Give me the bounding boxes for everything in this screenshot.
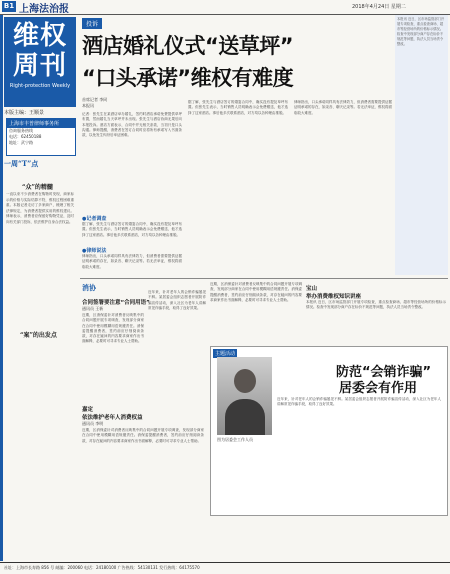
- page-number-badge: B1: [3, 2, 15, 10]
- left-subheading: “众”的精髓: [22, 184, 53, 191]
- section-divider: [80, 278, 448, 279]
- photo-caption: 图为居委会工作人员: [217, 437, 253, 442]
- left-accent-strip: [0, 15, 3, 561]
- consult-line: 咨询服务热线: [9, 128, 33, 133]
- right-rail-text: 本报讯 近日，区市场监管部门开展专项检查，重点检查商场、超市等经营场所的价格标示情况。检查中发现部分商户存在标价不规范等问题，执法人员当场责令整改。: [397, 17, 445, 46]
- page-header: [0, 0, 450, 15]
- lower-body-col3: 近期，区消保委针对消费者反映集中的合同问题开展专项调查，发现部分商家在合同中使用模糊用语规避责任。消保委提醒消费者，签约前应仔细阅读条款，对存在疑问的内容要求商家作出书面解释，必要时可寻求专业人士帮助。: [210, 282, 302, 302]
- feature-box: [210, 346, 448, 516]
- lower-subtitle-3: 依法维护老年人消费权益: [82, 415, 143, 421]
- consult-box: [6, 118, 76, 156]
- article-column-1: 记者：张先生在某酒店举办婚礼，签约时酒店承诺免费提供草坪布置，然而婚礼当天草坪并未出现。张先生与酒店协商无果后向本报投诉。酒店方面表示，合同中并无相关条款，当初只是口头沟通。律师提醒，消费者在签订合同时应将所有承诺写入书面条款，以免发生纠纷后举证困难。: [82, 112, 182, 138]
- lower-credit-2: 通讯员 李明: [82, 421, 104, 426]
- section-title: 维权周刊: [12, 21, 67, 81]
- masthead: 上海法治报: [19, 4, 69, 15]
- byline-line: 本报讯: [82, 103, 94, 108]
- section-subtitle: Right-protection Weekly: [9, 83, 71, 89]
- feature-tag: 主题活动: [215, 351, 236, 357]
- left-subheading-2: “案”的出发点: [20, 332, 57, 339]
- lower-subtitle-1: 合同签署要注意“合同用语”: [82, 300, 150, 306]
- feature-title-2: 居委会有作用: [339, 381, 418, 396]
- lower-body-col4: 本报讯 近日，区市场监管部门开展专项检查，重点检查商场、超市等经营场所的价格标示情况。检查中发现部分商户存在标价不规范等问题，执法人员当场责令整改。: [306, 300, 446, 310]
- lower-subtitle-4: 宝山: [306, 286, 318, 292]
- lower-subtitle-5: 举办消费维权知识讲座: [306, 294, 362, 300]
- lower-credit-1: 通讯员 王新: [82, 306, 104, 311]
- article-tag: 投诉: [82, 18, 102, 29]
- byline-line: 首席记者 李同: [82, 97, 108, 102]
- consult-line: 电话：62450188: [9, 134, 42, 139]
- left-column: [4, 17, 76, 562]
- lower-subtitle-2: 嘉定: [82, 407, 94, 413]
- headline-line-2: “口头承诺”维权有难度: [82, 66, 294, 90]
- week-tag: 一周“T”点: [4, 159, 39, 168]
- article-column-1b: 据了解，张先生与酒店签订的婚宴合同中，确实没有提及草坪布置。但张先生表示，当时销售人员明确表示会免费赠送，他才选择了这家酒店。事后他多次联系酒店，对方均以各种理由推脱。: [82, 222, 182, 237]
- lower-body-2: 近期，区消保委针对消费者反映集中的合同问题开展专项调查，发现部分商家在合同中使用模糊用语规避责任。消保委提醒消费者，签约前应仔细阅读条款，对存在疑问的内容要求商家作出书面解释，必要时可寻求专业人士帮助。: [82, 428, 204, 443]
- portrait-photo: [217, 357, 272, 435]
- article-column-2: 据了解，张先生与酒店签订的婚宴合同中，确实没有提及草坪布置。但张先生表示，当时销售人员明确表示会免费赠送，他才选择了这家酒店。事后他多次联系酒店，对方均以各种理由推脱。: [188, 100, 288, 115]
- article-column-3: 律师指出，口头承诺同样具有法律效力，但消费者需要提供证据证明承诺的存在，如录音、聊天记录等。若无法举证，维权将面临较大难度。: [294, 100, 392, 115]
- byline: [82, 97, 107, 109]
- lower-body-col2: 近年来，针对老年人的会销诈骗屡见不鲜。某居委会组织志愿者开展防诈骗宣传活动，深入社区为老年人讲解常见诈骗手段，取得了良好效果。: [148, 290, 206, 310]
- article-section-head-1: ●记者调查: [82, 216, 107, 222]
- section-title-box: [4, 17, 76, 107]
- issue-date: 2018年4月24日 星期二: [352, 4, 406, 10]
- page-footer: 社址：上海市长寿路 856 号 邮编：200060 电话：24180100 广告热线：54130131 发行热线：64175570: [0, 562, 450, 574]
- editor-credit: 本版主编：王顺景: [4, 110, 45, 116]
- feature-body: 近年来，针对老年人的会销诈骗屡见不鲜。某居委会组织志愿者开展防诈骗宣传活动，深入社区为老年人讲解常见诈骗手段，取得了良好效果。: [277, 397, 441, 407]
- feature-title-1: 防范“会销诈骗”: [336, 365, 432, 380]
- article-section-head-2: ●律师说法: [82, 248, 107, 254]
- consult-title: 上海市丰普律师事务所: [7, 119, 75, 128]
- lower-section-tag: 消协: [82, 283, 96, 292]
- consult-line: 地址：武宁路: [9, 140, 33, 145]
- lower-body-1: 近期，区消保委针对消费者反映集中的合同问题开展专项调查，发现部分商家在合同中使用模糊用语规避责任。消保委提醒消费者，签约前应仔细阅读条款，对存在疑问的内容要求商家作出书面解释，必要时可寻求专业人士帮助。: [82, 313, 144, 344]
- left-body-text: 一直以来不少消费者在购物时发现，商家标示的价格与实际结算不符，维权过程困难重重。本版记者走访了多家商户，梳理了相关法律规定，为消费者提供实用的维权建议。律师表示，消费者应保留好购物凭证，及时向有关部门投诉，依法维护自身合法权益。: [6, 192, 74, 224]
- headline-line-1: 酒店婚礼仪式“送草坪”: [82, 34, 294, 58]
- article-column-1c: 律师指出，口头承诺同样具有法律效力，但消费者需要提供证据证明承诺的存在，如录音、聊天记录等。若无法举证，维权将面临较大难度。: [82, 254, 182, 269]
